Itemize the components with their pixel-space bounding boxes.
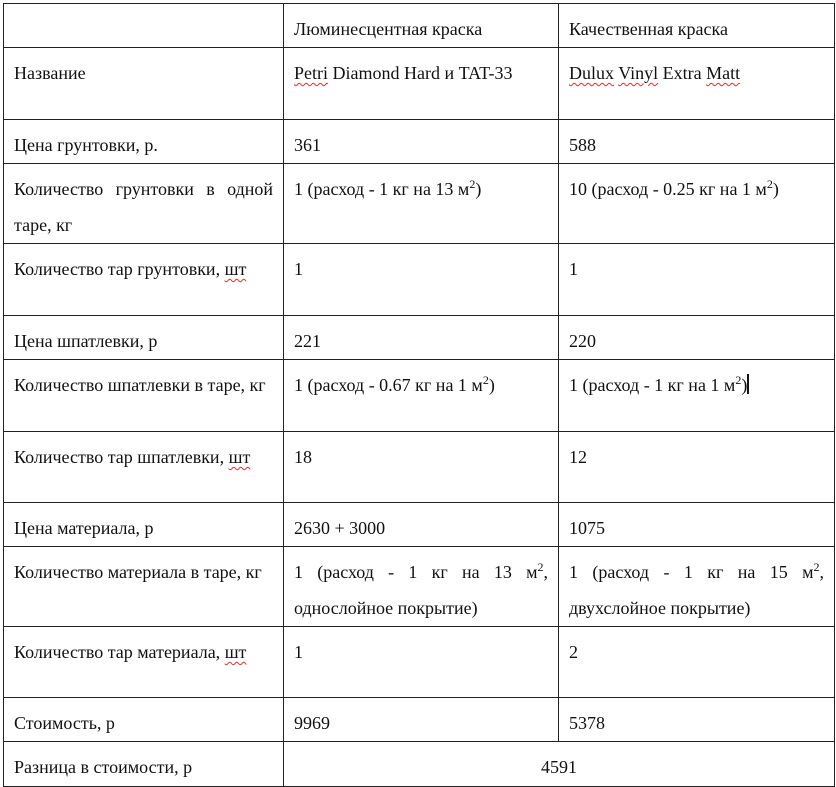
cell-text: Цена грунтовки, р. xyxy=(14,135,158,155)
cell-text: 1 (расход - 1 кг на 1 м xyxy=(569,375,736,395)
cell-text: 1 (расход - 1 кг на 13 м xyxy=(294,179,470,199)
cell-text: 221 xyxy=(294,331,321,351)
misspelled-word: Dulux xyxy=(569,63,614,83)
cell-text: Количество тар шпатлевки, xyxy=(14,447,229,467)
row-label-cell[interactable] xyxy=(4,698,284,742)
cell-text: 2630 + 3000 xyxy=(294,518,386,538)
cell-text: Разница в стоимости, р xyxy=(14,757,193,777)
cell-text: Количество тар грунтовки, xyxy=(14,259,225,279)
misspelled-word: шт xyxy=(224,642,247,662)
cell-text: ) xyxy=(475,179,482,199)
value-cell[interactable] xyxy=(559,48,835,120)
value-cell[interactable] xyxy=(559,432,835,503)
header-cell[interactable] xyxy=(4,4,284,48)
misspelled-word: Matt xyxy=(706,63,741,83)
table-row xyxy=(4,164,835,244)
table-body xyxy=(4,4,835,787)
text-cursor xyxy=(747,374,749,394)
cell-text: 1 xyxy=(569,259,578,279)
cell-text: , двухслойное покрытие) xyxy=(569,562,824,618)
value-cell[interactable] xyxy=(559,244,835,316)
row-label-cell[interactable] xyxy=(4,627,284,698)
cell-text: Цена шпатлевки, р xyxy=(14,331,158,351)
value-cell[interactable] xyxy=(284,698,559,742)
cell-text: 588 xyxy=(569,135,596,155)
table-row xyxy=(4,547,835,627)
row-label-cell[interactable] xyxy=(4,164,284,244)
misspelled-word: шт xyxy=(228,447,251,467)
table-row xyxy=(4,503,835,547)
header-label: Качественная краска xyxy=(569,19,728,39)
misspelled-word: шт xyxy=(224,259,247,279)
cell-text: , однослойное покрытие) xyxy=(294,562,548,618)
cell-text: 18 xyxy=(294,447,312,467)
misspelled-word: Vinyl xyxy=(618,63,659,83)
value-cell[interactable] xyxy=(559,360,835,432)
cell-text: 10 (расход - 0.25 кг на 1 м xyxy=(569,179,767,199)
value-cell[interactable] xyxy=(559,547,835,627)
row-label-cell[interactable] xyxy=(4,547,284,627)
row-label-cell[interactable] xyxy=(4,48,284,120)
cell-text: 2 xyxy=(569,642,578,662)
cell-text: 1 (расход - 1 кг на 13 м xyxy=(294,562,538,582)
cell-text: Название xyxy=(14,63,86,83)
value-cell[interactable] xyxy=(284,627,559,698)
row-label-cell[interactable] xyxy=(4,503,284,547)
cell-text: 220 xyxy=(569,331,596,351)
superscript: 2 xyxy=(766,177,773,191)
row-label-cell[interactable] xyxy=(4,120,284,164)
table-row xyxy=(4,120,835,164)
row-label-cell[interactable] xyxy=(4,244,284,316)
cell-text: 9969 xyxy=(294,713,330,733)
table-row xyxy=(4,627,835,698)
row-label-cell[interactable] xyxy=(4,432,284,503)
header-cell[interactable] xyxy=(559,4,835,48)
cell-text: Цена материала, р xyxy=(14,518,154,538)
row-label-cell[interactable] xyxy=(4,742,284,787)
cell-text: 1 (расход - 0.67 кг на 1 м xyxy=(294,375,483,395)
value-cell[interactable] xyxy=(559,316,835,360)
cell-text: Diamond Hard и TAT-33 xyxy=(328,63,513,83)
cell-text: 361 xyxy=(294,135,321,155)
cell-text: 1 (расход - 1 кг на 15 м xyxy=(569,562,814,582)
table-header-row xyxy=(4,4,835,48)
header-cell[interactable] xyxy=(284,4,559,48)
value-cell[interactable] xyxy=(284,503,559,547)
value-cell[interactable] xyxy=(284,432,559,503)
value-cell[interactable] xyxy=(284,360,559,432)
comparison-table xyxy=(3,3,835,787)
superscript: 2 xyxy=(469,177,476,191)
table-row xyxy=(4,360,835,432)
cell-text: 5378 xyxy=(569,713,605,733)
superscript: 2 xyxy=(735,373,742,387)
cell-text: ) xyxy=(772,179,779,199)
value-cell[interactable] xyxy=(559,164,835,244)
cell-text: Количество грунтовки в одной таре, кг xyxy=(14,179,273,235)
cell-text: 1 xyxy=(294,642,303,662)
difference-cell[interactable] xyxy=(284,742,835,787)
cell-text: ) xyxy=(741,375,748,395)
value-cell[interactable] xyxy=(284,48,559,120)
header-label: Люминесцентная краска xyxy=(294,19,483,39)
row-label-cell[interactable] xyxy=(4,316,284,360)
cell-text: Extra xyxy=(658,63,707,83)
cell-text: 1 xyxy=(294,259,303,279)
value-cell[interactable] xyxy=(284,120,559,164)
value-cell[interactable] xyxy=(284,164,559,244)
row-label-cell[interactable] xyxy=(4,360,284,432)
table-footer-row xyxy=(4,742,835,787)
cell-text: 12 xyxy=(569,447,587,467)
value-cell[interactable] xyxy=(559,627,835,698)
value-cell[interactable] xyxy=(559,503,835,547)
value-cell[interactable] xyxy=(559,698,835,742)
table-row xyxy=(4,432,835,503)
value-cell[interactable] xyxy=(284,316,559,360)
table-row xyxy=(4,48,835,120)
table-row xyxy=(4,698,835,742)
superscript: 2 xyxy=(537,560,544,574)
cell-text: Количество тар материала, xyxy=(14,642,225,662)
value-cell[interactable] xyxy=(284,244,559,316)
value-cell[interactable] xyxy=(284,547,559,627)
cell-text: Количество шпатлевки в таре, кг xyxy=(14,375,266,395)
cell-text: ) xyxy=(488,375,495,395)
cell-text: Стоимость, р xyxy=(14,713,115,733)
cell-text: 4591 xyxy=(541,757,577,777)
value-cell[interactable] xyxy=(559,120,835,164)
superscript: 2 xyxy=(813,560,820,574)
cell-text: 1075 xyxy=(569,518,605,538)
misspelled-word: Petri xyxy=(294,63,328,83)
cell-text: Количество материала в таре, кг xyxy=(14,562,262,582)
table-row xyxy=(4,316,835,360)
superscript: 2 xyxy=(482,373,489,387)
table-row xyxy=(4,244,835,316)
